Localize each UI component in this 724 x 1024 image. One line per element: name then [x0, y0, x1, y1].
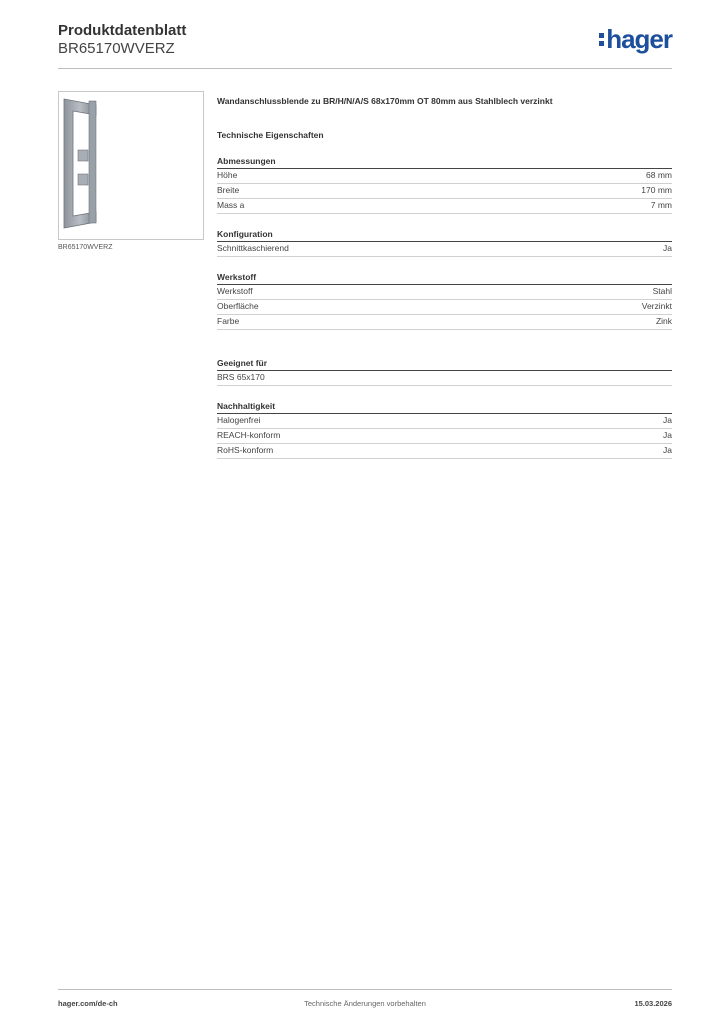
section-title: Geeignet für	[217, 358, 672, 371]
header-divider	[58, 68, 672, 69]
product-image	[58, 91, 204, 240]
row-label: RoHS-konform	[217, 445, 274, 455]
row-label: Höhe	[217, 170, 238, 180]
row-label: Mass a	[217, 200, 245, 210]
section-material	[217, 272, 672, 330]
product-description: Wandanschlussblende zu BR/H/N/A/S 68x170mm OT 80mm aus Stahlblech verzinkt	[217, 96, 553, 106]
row-label: REACH-konform	[217, 430, 281, 440]
table-row	[217, 315, 672, 330]
footer-notice: Technische Änderungen vorbehalten	[304, 999, 426, 1008]
row-value: Ja	[663, 415, 672, 425]
table-row	[217, 199, 672, 214]
row-value: Ja	[663, 430, 672, 440]
product-details	[217, 96, 672, 459]
document-header	[58, 22, 186, 58]
table-row	[217, 184, 672, 199]
footer-date: 15.03.2026	[634, 999, 672, 1008]
row-value: 68 mm	[646, 170, 672, 180]
logo-text: hager	[606, 24, 672, 54]
table-row	[217, 300, 672, 315]
row-value: Zink	[655, 316, 672, 326]
logo-colon-icon	[599, 33, 604, 46]
footer-divider	[58, 989, 672, 990]
row-value: 170 mm	[641, 185, 672, 195]
row-value: 7 mm	[650, 200, 672, 210]
document-title: Produktdatenblatt	[58, 22, 187, 39]
footer-website-link[interactable]: hager.com/de-ch	[58, 999, 118, 1008]
section-title: Abmessungen	[217, 156, 672, 169]
table-row	[217, 444, 672, 459]
row-value: Verzinkt	[641, 301, 672, 311]
section-title: Werkstoff	[217, 272, 672, 285]
table-row	[217, 285, 672, 300]
row-value: Stahl	[652, 286, 672, 296]
wall-cover-plate-illustration	[59, 92, 203, 239]
row-label: Schnittkaschierend	[217, 243, 289, 253]
hager-logo	[599, 26, 672, 52]
row-value: Ja	[663, 243, 672, 253]
row-label: Werkstoff	[217, 286, 253, 296]
table-row	[217, 429, 672, 444]
section-configuration	[217, 229, 672, 257]
technical-properties-heading: Technische Eigenschaften	[217, 130, 324, 140]
image-caption: BR65170WVERZ	[58, 244, 113, 251]
row-label: Halogenfrei	[217, 415, 261, 425]
row-label: BRS 65x170	[217, 372, 265, 382]
product-code: BR65170WVERZ	[58, 40, 175, 57]
section-dimensions	[217, 156, 672, 214]
row-label: Oberfläche	[217, 301, 259, 311]
table-row	[217, 242, 672, 257]
section-sustainability	[217, 401, 672, 459]
section-title: Nachhaltigkeit	[217, 401, 672, 414]
row-value: Ja	[663, 445, 672, 455]
section-suitable-for	[217, 358, 672, 386]
table-row	[217, 414, 672, 429]
table-row	[217, 169, 672, 184]
row-label: Breite	[217, 185, 240, 195]
row-label: Farbe	[217, 316, 240, 326]
table-row	[217, 371, 672, 386]
section-title: Konfiguration	[217, 229, 672, 242]
